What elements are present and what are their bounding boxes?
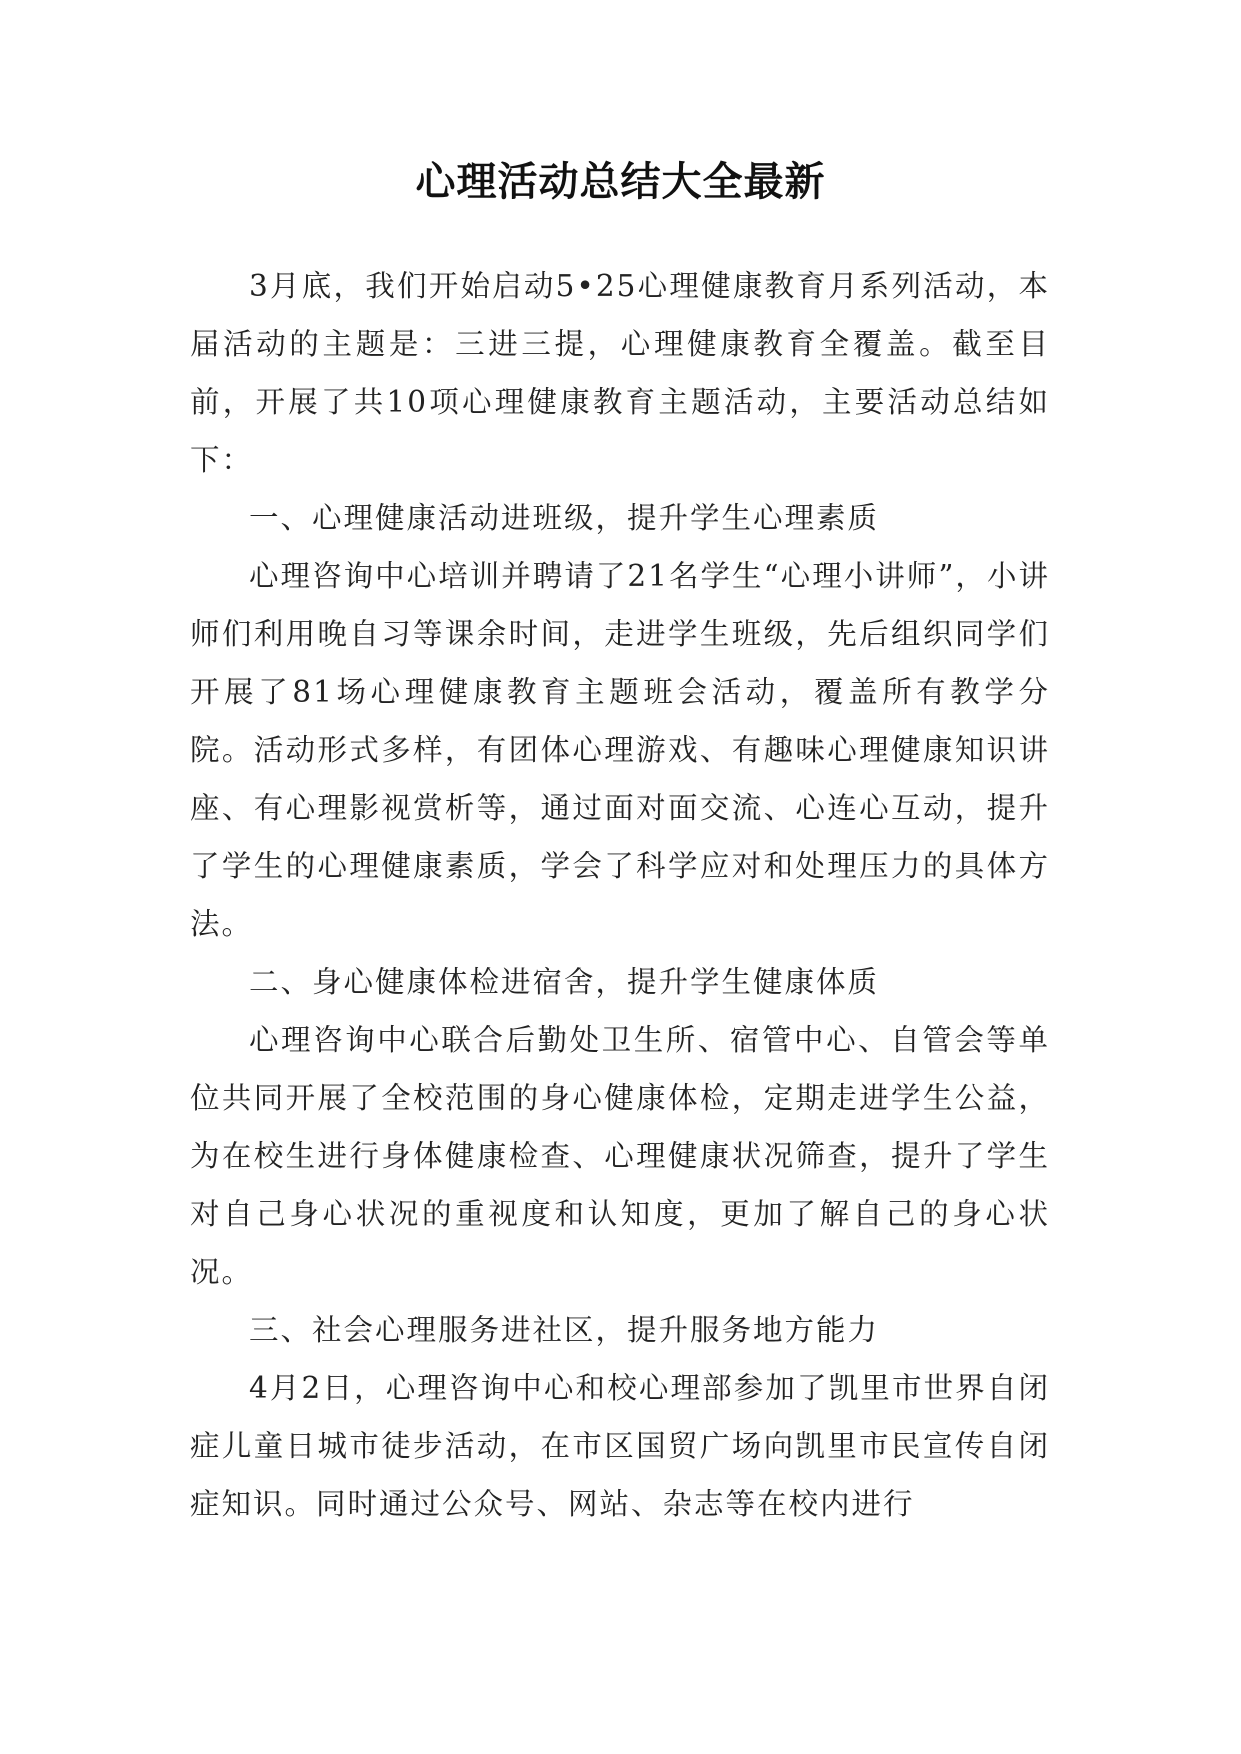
paragraph-intro: 3月底，我们开始启动5•25心理健康教育月系列活动，本届活动的主题是：三进三提，心理健康教育全覆盖。截至目前，开展了共10项心理健康教育主题活动，主要活动总结如下： [190,269,1050,477]
section-heading-3: 三、社会心理服务进社区，提升服务地方能力 [249,1313,880,1347]
section-heading-2: 二、身心健康体检进宿舍，提升学生健康体质 [249,965,880,999]
paragraph-section-1: 心理咨询中心培训并聘请了21名学生“心理小讲师”，小讲师们利用晚自习等课余时间，走进学生班级，先后组织同学们开展了81场心理健康教育主题班会活动，覆盖所有教学分院。活动形式多样，有团体心理游戏、有趣味心理健康知识讲座、有心理影视赏析等，通过面对面交流、心连心互动，提升了学生的心理健康素质，学会了科学应对和处理压力的具体方法。 [190,559,1050,941]
document-title: 心理活动总结大全最新 [415,159,826,205]
section-heading-1: 一、心理健康活动进班级，提升学生心理素质 [249,501,880,535]
document-body [190,257,1050,1533]
paragraph-section-3: 4月2日，心理咨询中心和校心理部参加了凯里市世界自闭症儿童日城市徒步活动，在市区国贸广场向凯里市民宣传自闭症知识。同时通过公众号、网站、杂志等在校内进行 [190,1371,1050,1521]
paragraph-section-2: 心理咨询中心联合后勤处卫生所、宿管中心、自管会等单位共同开展了全校范围的身心健康体检，定期走进学生公益，为在校生进行身体健康检查、心理健康状况筛查，提升了学生对自己身心状况的重视度和认知度，更加了解自己的身心状况。 [190,1023,1050,1289]
